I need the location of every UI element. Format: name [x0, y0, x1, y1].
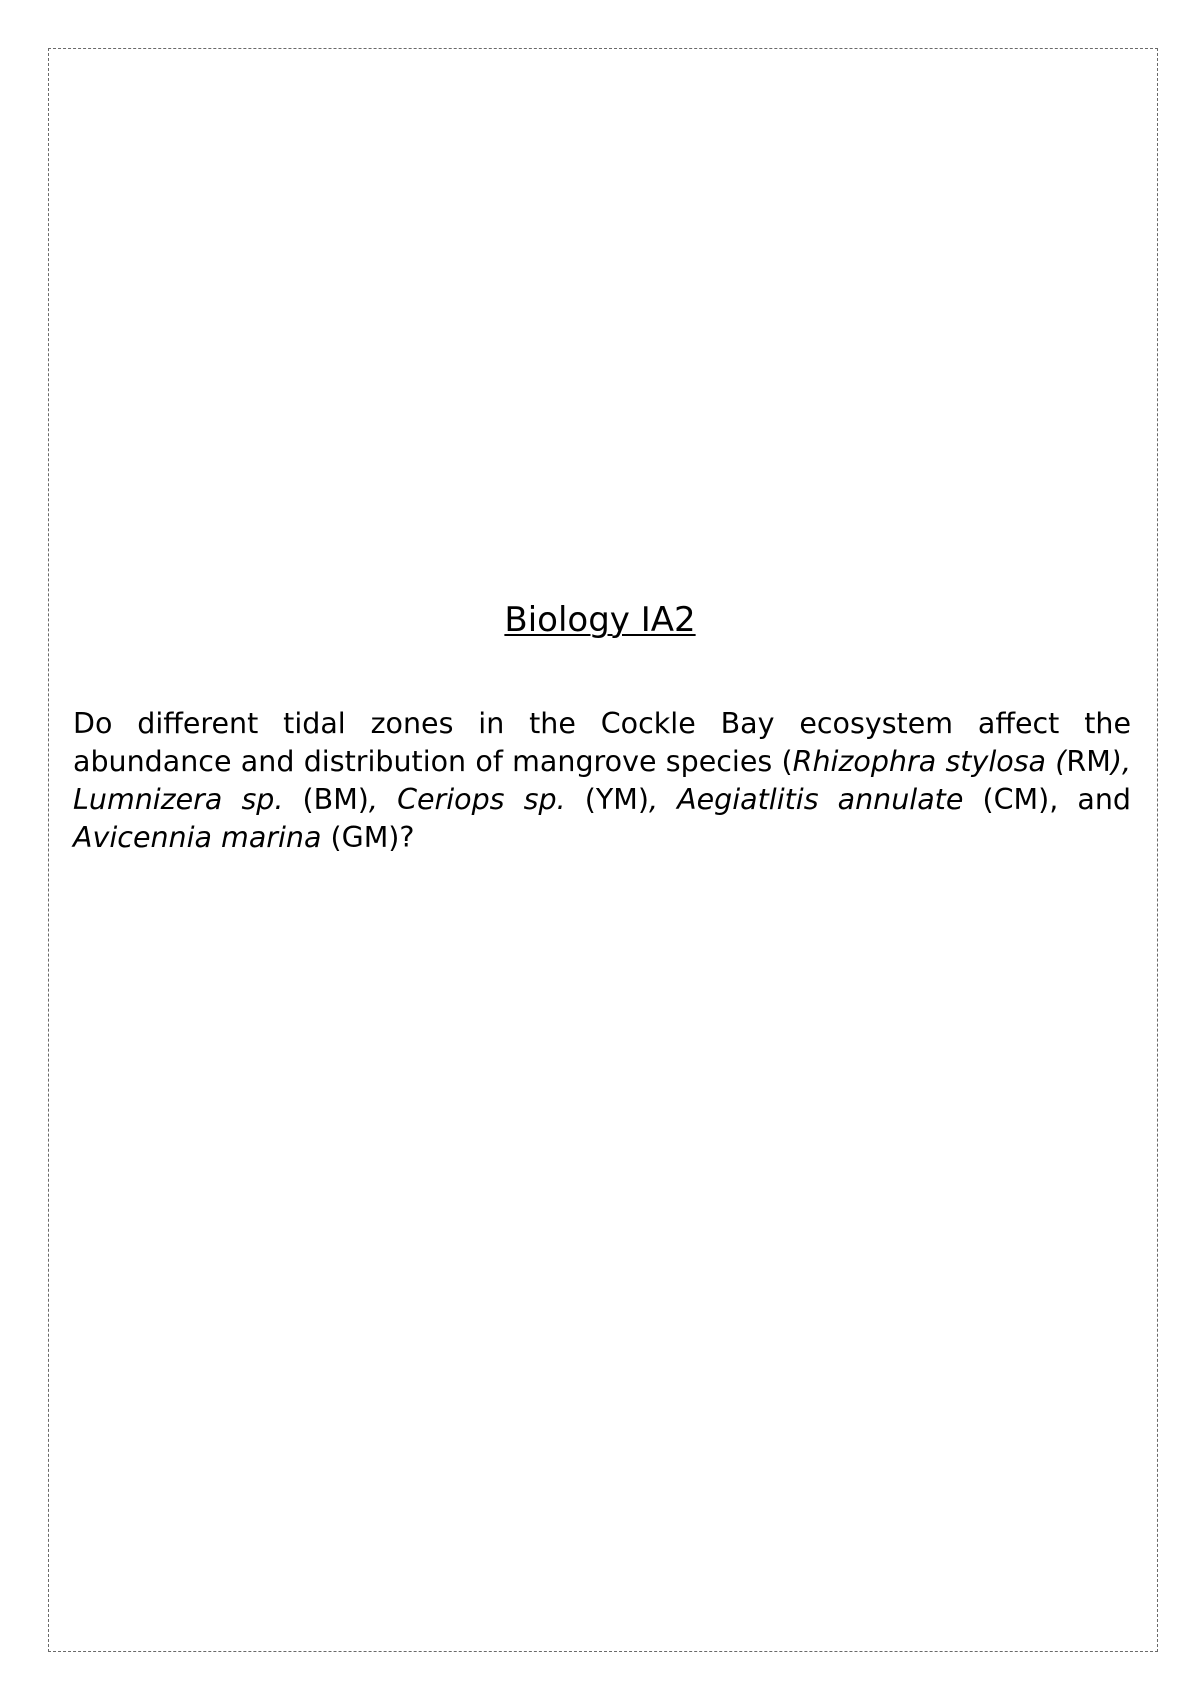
separator: ,	[368, 783, 398, 816]
species-name-ym: Ceriops sp.	[397, 783, 566, 816]
species-name-bm: Lumnizera sp.	[73, 783, 284, 816]
species-code-rm: RM	[1066, 745, 1111, 778]
species-name-cm: Aegiatlitis annulate	[677, 783, 964, 816]
species-code-cm: (CM)	[963, 783, 1050, 816]
species-name-rm: Rhizophra stylosa (	[792, 745, 1067, 778]
conjunction: , and	[1049, 783, 1131, 816]
separator: ,	[648, 783, 678, 816]
species-code-gm: (GM)?	[321, 821, 415, 854]
question-intro: Do different tidal zones in the Cockle Bay ecosystem affect the abundance and distribution of mangrove species (	[73, 707, 1131, 778]
research-question	[73, 705, 1131, 857]
species-code-ym: (YM)	[565, 783, 649, 816]
species-code-bm: (BM)	[283, 783, 369, 816]
separator: ,	[1121, 745, 1132, 778]
page-title: Biology IA2	[504, 600, 696, 640]
species-name-gm: Avicennia marina	[73, 821, 322, 854]
species-rm-close: )	[1110, 745, 1122, 778]
